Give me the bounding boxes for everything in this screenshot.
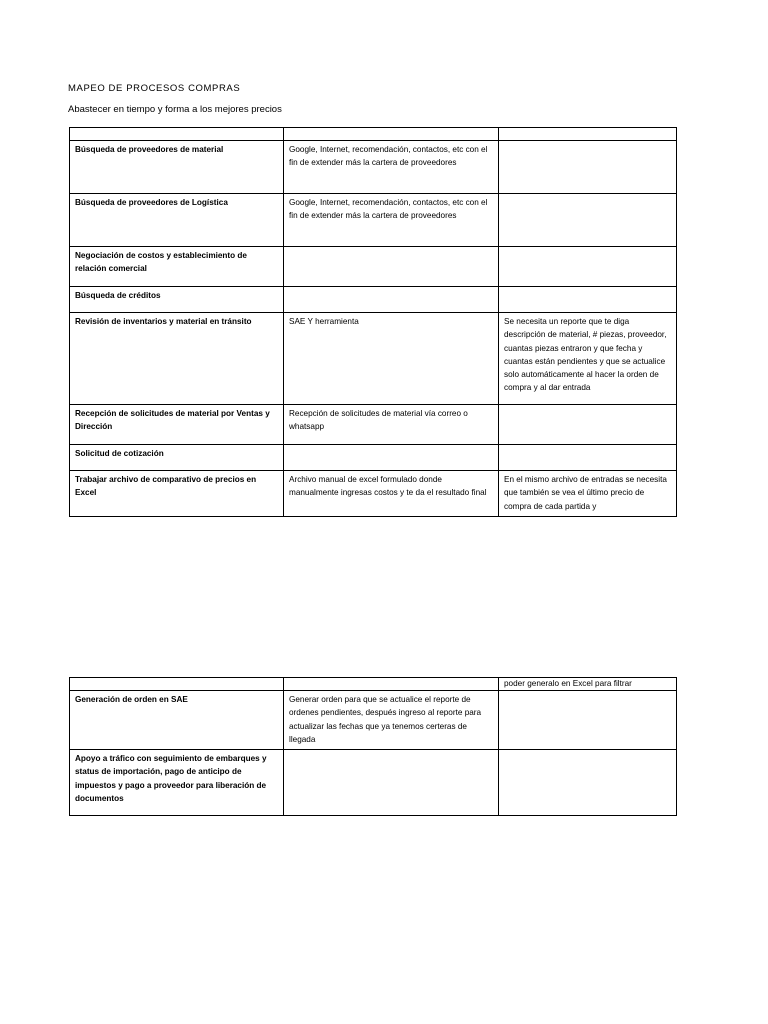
table-row — [70, 445, 677, 471]
process-table-page-1 — [69, 127, 677, 517]
table-header-row — [70, 678, 677, 691]
need-cell — [499, 445, 677, 471]
table-row — [70, 287, 677, 313]
header-cell — [284, 678, 499, 691]
table-header-row — [70, 128, 677, 141]
need-cell: En el mismo archivo de entradas se necesita que también se vea el último precio de compra de cada partida y — [499, 471, 677, 517]
need-cell — [499, 287, 677, 313]
process-name-cell: Revisión de inventarios y material en tránsito — [70, 313, 284, 405]
header-cell — [70, 678, 284, 691]
tool-cell: Generar orden para que se actualice el reporte de ordenes pendientes, después ingreso al reporte para actualizar las fechas que ya tenemos certeras de llegada — [284, 691, 499, 750]
document-title: MAPEO DE PROCESOS COMPRAS — [68, 83, 241, 94]
table-row — [70, 313, 677, 405]
need-cell — [499, 405, 677, 445]
process-table-page-2 — [69, 677, 677, 816]
need-cell — [499, 691, 677, 750]
tool-cell — [284, 287, 499, 313]
process-name-cell: Recepción de solicitudes de material por Ventas y Dirección — [70, 405, 284, 445]
header-cell — [70, 128, 284, 141]
need-cell — [499, 247, 677, 287]
header-cell — [284, 128, 499, 141]
table-row — [70, 247, 677, 287]
need-cell — [499, 194, 677, 247]
table-row — [70, 750, 677, 816]
table-row — [70, 141, 677, 194]
process-name-cell: Trabajar archivo de comparativo de precios en Excel — [70, 471, 284, 517]
tool-cell: Google, Internet, recomendación, contactos, etc con el fin de extender más la cartera de proveedores — [284, 141, 499, 194]
need-cell: Se necesita un reporte que te diga descripción de material, # piezas, proveedor, cuantas piezas entraron y que fecha y cuantas están pendientes y que se actualice solo automáticamente al hacer la orden de compra y al dar entrada — [499, 313, 677, 405]
header-cell — [499, 128, 677, 141]
tool-cell: SAE Y herramienta — [284, 313, 499, 405]
continued-text-cell: poder generalo en Excel para filtrar — [499, 678, 677, 691]
document-subtitle: Abastecer en tiempo y forma a los mejores precios — [68, 104, 282, 115]
table-row — [70, 471, 677, 517]
tool-cell: Google, Internet, recomendación, contactos, etc con el fin de extender más la cartera de proveedores — [284, 194, 499, 247]
process-name-cell: Búsqueda de proveedores de Logística — [70, 194, 284, 247]
table-row — [70, 194, 677, 247]
process-name-cell: Búsqueda de créditos — [70, 287, 284, 313]
tool-cell: Recepción de solicitudes de material vía correo o whatsapp — [284, 405, 499, 445]
tool-cell — [284, 445, 499, 471]
process-name-cell: Generación de orden en SAE — [70, 691, 284, 750]
tool-cell — [284, 750, 499, 816]
process-name-cell: Apoyo a tráfico con seguimiento de embarques y status de importación, pago de anticipo de impuestos y pago a proveedor para liberación de documentos — [70, 750, 284, 816]
need-cell — [499, 141, 677, 194]
need-cell — [499, 750, 677, 816]
process-name-cell: Negociación de costos y establecimiento de relación comercial — [70, 247, 284, 287]
table-row — [70, 691, 677, 750]
process-name-cell: Solicitud de cotización — [70, 445, 284, 471]
tool-cell: Archivo manual de excel formulado donde manualmente ingresas costos y te da el resultado final — [284, 471, 499, 517]
process-name-cell: Búsqueda de proveedores de material — [70, 141, 284, 194]
tool-cell — [284, 247, 499, 287]
table-row — [70, 405, 677, 445]
